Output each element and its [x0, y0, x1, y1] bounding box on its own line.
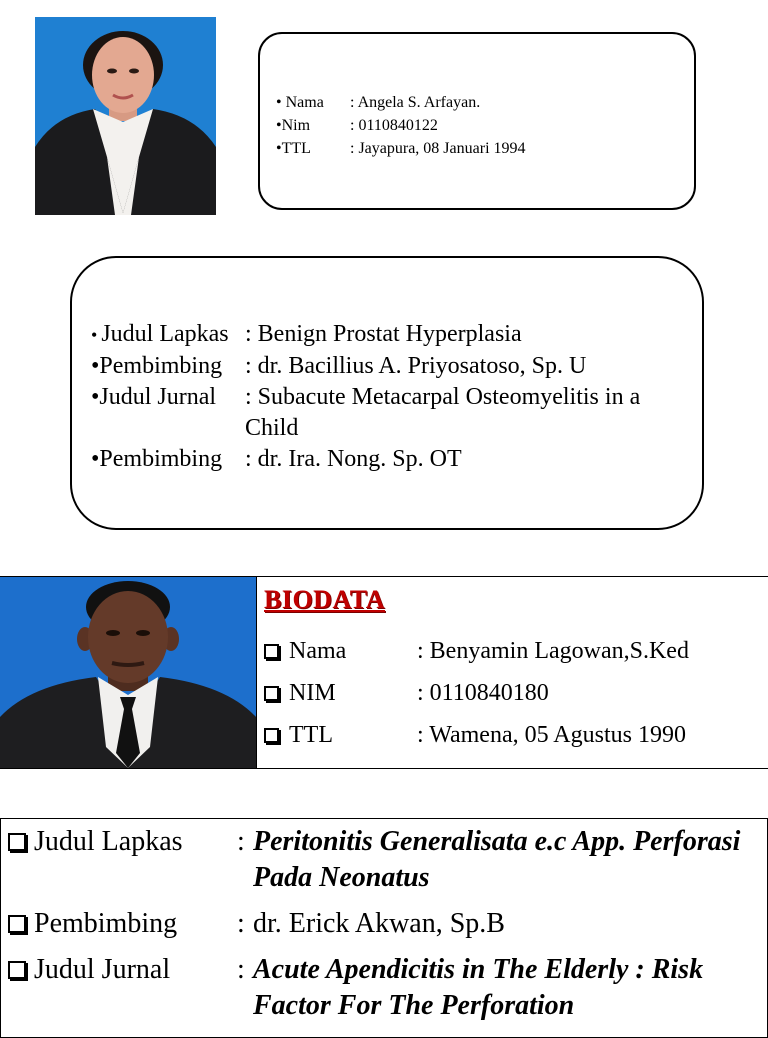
field-judul-lapkas: • Judul Lapkas : Benign Prostat Hyperplasia — [91, 321, 522, 347]
profile-photo-benyamin — [0, 577, 256, 768]
checkbox-icon — [264, 728, 279, 743]
biodata-fields — [264, 630, 689, 756]
thesis-box-angela — [70, 256, 704, 530]
field-ttl: •TTL : Jayapura, 08 Januari 1994 — [276, 140, 526, 157]
biodata-title: BIODATA — [264, 585, 385, 614]
field-ttl: TTL : Wamena, 05 Agustus 1990 — [264, 714, 689, 756]
identity-box-angela — [258, 32, 696, 210]
checkbox-icon — [8, 833, 26, 851]
field-nama: • Nama : Angela S. Arfayan. — [276, 94, 481, 111]
checkbox-icon — [8, 915, 26, 933]
field-pembimbing-2: •Pembimbing : dr. Ira. Nong. Sp. OT — [91, 446, 462, 472]
field-judul-jurnal: Judul Jurnal : Acute Apendicitis in The Elderly : Risk Factor For The Perforation — [8, 952, 753, 1024]
field-nama: Nama : Benyamin Lagowan,S.Ked — [264, 630, 689, 672]
field-nim: NIM : 0110840180 — [264, 672, 689, 714]
field-nim: •Nim : 0110840122 — [276, 117, 438, 134]
checkbox-icon — [8, 961, 26, 979]
field-pembimbing: •Pembimbing : dr. Bacillius A. Priyosatoso, Sp. U — [91, 353, 587, 379]
field-pembimbing: Pembimbing : dr. Erick Akwan, Sp.B — [8, 906, 753, 942]
profile-photo-angela — [35, 17, 216, 215]
checkbox-icon — [264, 686, 279, 701]
thesis-fields-benyamin — [8, 824, 753, 1024]
field-judul-jurnal: •Judul Jurnal : Subacute Metacarpal Osteomyelitis in a Child — [91, 384, 641, 441]
checkbox-icon — [264, 644, 279, 659]
band-divider — [256, 576, 257, 769]
field-judul-lapkas: Judul Lapkas : Peritonitis Generalisata e.c App. Perforasi Pada Neonatus — [8, 824, 753, 896]
